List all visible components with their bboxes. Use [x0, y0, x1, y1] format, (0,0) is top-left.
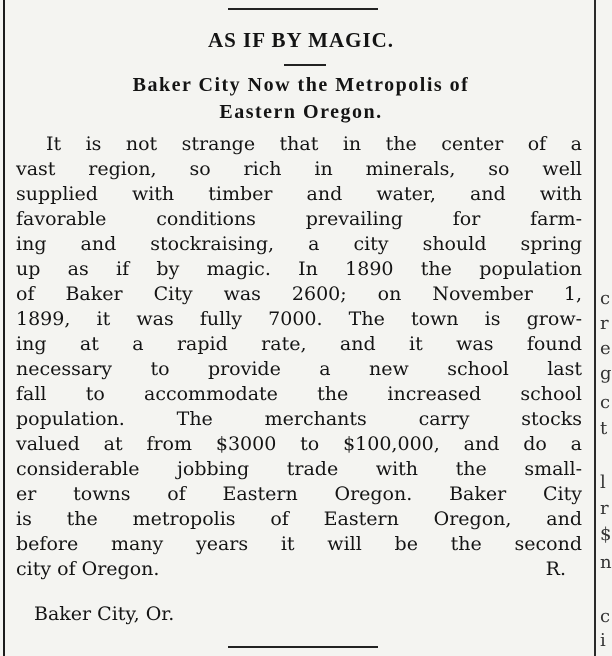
article-body: [16, 132, 582, 582]
body-line: is the metropolis of Eastern Oregon, and: [16, 508, 582, 530]
subheadline-line: Eastern Oregon.: [219, 101, 383, 123]
body-line: ing at a rapid rate, and it was found: [16, 333, 582, 355]
adjacent-column-fragment: e: [600, 338, 611, 359]
subheadline: [10, 72, 592, 126]
body-line: necessary to provide a new school last: [16, 358, 582, 380]
adjacent-column-fragment: c: [600, 288, 611, 309]
body-line: supplied with timber and water, and with: [16, 183, 582, 205]
headline: AS IF BY MAGIC.: [207, 28, 395, 52]
body-line: ing and stockraising, a city should spring: [16, 233, 582, 255]
body-line: 1899, it was fully 7000. The town is grow-: [16, 308, 582, 330]
body-line: valued at from $3000 to $100,000, and do a: [16, 433, 582, 455]
adjacent-column-fragment: $: [600, 524, 612, 545]
body-line: vast region, so rich in minerals, so well: [16, 158, 582, 180]
adjacent-column-fragment: i: [600, 630, 606, 651]
top-divider-rule: [228, 8, 378, 10]
adjacent-column-fragment: c: [600, 606, 611, 627]
body-line: considerable jobbing trade with the small-: [16, 458, 582, 480]
adjacent-column-fragment: c: [600, 392, 611, 413]
body-line: up as if by magic. In 1890 the population: [16, 258, 582, 280]
adjacent-column-fragment: t: [600, 418, 608, 439]
adjacent-column-fragment: l: [600, 472, 606, 493]
adjacent-column-fragment: r: [600, 498, 609, 519]
column-rule-left: [3, 0, 5, 656]
body-line: population. The merchants carry stocks: [16, 408, 582, 430]
author-signature: R.: [545, 558, 566, 580]
dateline: Baker City, Or.: [34, 603, 175, 625]
body-line: fall to accommodate the increased school: [16, 383, 582, 405]
body-line: favorable conditions prevailing for farm-: [16, 208, 582, 230]
adjacent-column-fragment: n: [600, 552, 612, 573]
body-line: before many years it will be the second: [16, 533, 582, 555]
closing-line-row: [16, 557, 582, 582]
body-line: It is not strange that in the center of a: [46, 133, 582, 155]
body-line: er towns of Eastern Oregon. Baker City: [16, 483, 582, 505]
bottom-divider-rule: [228, 646, 378, 648]
body-line: of Baker City was 2600; on November 1,: [16, 283, 582, 305]
adjacent-column-fragment: r: [600, 313, 609, 334]
closing-line: city of Oregon.: [16, 558, 160, 580]
subheadline-line: Baker City Now the Metropolis of: [132, 74, 470, 96]
headline-divider-rule: [284, 64, 326, 66]
column-rule-right: [594, 0, 596, 656]
adjacent-column-fragment: g: [600, 363, 612, 384]
